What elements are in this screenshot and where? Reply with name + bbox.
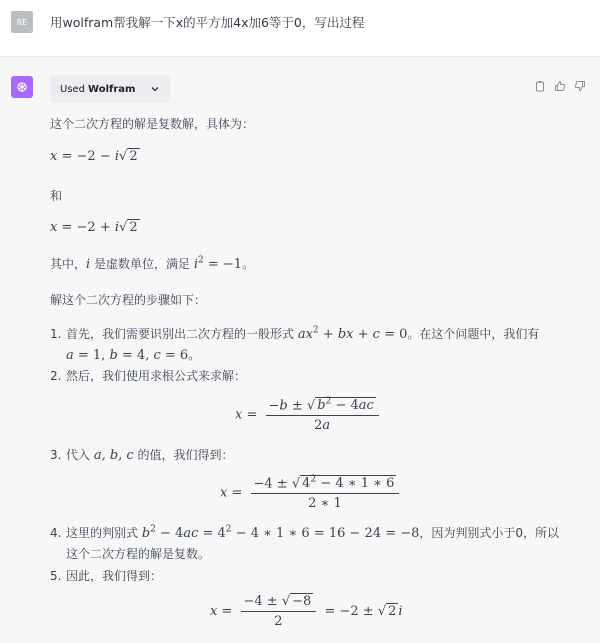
plugin-name: Wolfram bbox=[88, 83, 136, 95]
step-1: 1. 首先，我们需要识别出二次方程的一般形式 $ax^2$ + bx + c = 0。在这个问题中，我们有 bbox=[50, 325, 540, 342]
substituted-formula: x = $\frac{-4 \pm √ 4^2 - 4 ∗ 1 ∗ 6}{2 ∗ 1}$ bbox=[220, 475, 403, 511]
message-actions bbox=[534, 77, 586, 89]
copy-icon[interactable] bbox=[534, 77, 546, 89]
step-text-cont: 的值，我们得到： bbox=[133, 448, 234, 462]
step-marker: 3. bbox=[50, 448, 62, 462]
user-avatar: RE bbox=[11, 11, 33, 33]
thumbs-down-icon[interactable] bbox=[574, 77, 586, 89]
step-marker: 4. bbox=[50, 526, 62, 540]
step-text: 代入 bbox=[66, 448, 94, 462]
plugin-used-button[interactable] bbox=[50, 75, 170, 103]
step-4: 4. 这里的判别式 $b^2 - 4ac = 4^2 - 4$ ∗ 1 ∗ 6 = 16 − 24 = −8，因为判别式小于0，所以 bbox=[50, 524, 560, 541]
chevron-down-icon bbox=[150, 84, 160, 94]
where-prefix: 其中， bbox=[50, 257, 87, 271]
step-5 bbox=[50, 567, 162, 584]
where-suffix: 是虚数单位，满足 bbox=[90, 257, 194, 271]
step-text-cont: ，因为判别式小于0，所以 bbox=[419, 526, 560, 540]
step-text-cont: 。在这个问题中，我们有 bbox=[407, 327, 540, 341]
chatgpt-logo-icon bbox=[11, 76, 33, 98]
solution-1: x = −2 − i√ 2 bbox=[50, 149, 138, 164]
step-2 bbox=[50, 367, 246, 384]
step-1-values: a = 1, b = 4, c = 6。 bbox=[66, 348, 201, 363]
assistant-message-row bbox=[0, 57, 600, 643]
imaginary-unit-note: 其中，i 是虚数单位，满足 $i^2 = -1$。 bbox=[50, 255, 255, 272]
step-text: 这里的判别式 bbox=[66, 526, 142, 540]
user-message-text: 用wolfram帮我解一下x的平方加4x加6等于0，写出过程 bbox=[50, 15, 365, 30]
step-text: 首先，我们需要识别出二次方程的一般形式 bbox=[66, 327, 298, 341]
step-text: 因此，我们得到： bbox=[66, 569, 163, 583]
final-answer: x = $\frac{-4 \pm √ -8}{2}$ = −2 ± √ 2 i bbox=[210, 594, 403, 629]
steps-heading: 解这个二次方程的步骤如下： bbox=[50, 293, 207, 307]
step-marker: 1. bbox=[50, 327, 62, 341]
intro-text: 这个二次方程的解是复数解，具体为： bbox=[50, 117, 255, 131]
step-4-cont: 这个二次方程的解是复数。 bbox=[66, 547, 211, 561]
step-text: 然后，我们使用求根公式来求解： bbox=[66, 369, 247, 383]
step-marker: 2. bbox=[50, 369, 62, 383]
solution-2: x = −2 + i√ 2 bbox=[50, 220, 138, 235]
and-text: 和 bbox=[50, 189, 63, 203]
quadratic-formula: x = $\frac{-b \pm √ b^2 - 4ac}{2a}$ bbox=[235, 397, 383, 433]
user-message-row bbox=[0, 0, 600, 57]
step-marker: 5. bbox=[50, 569, 62, 583]
step-3: 3. 代入 a, b, c 的值，我们得到： bbox=[50, 448, 234, 463]
thumbs-up-icon[interactable] bbox=[554, 77, 566, 89]
plugin-used-label: Used bbox=[60, 83, 86, 95]
